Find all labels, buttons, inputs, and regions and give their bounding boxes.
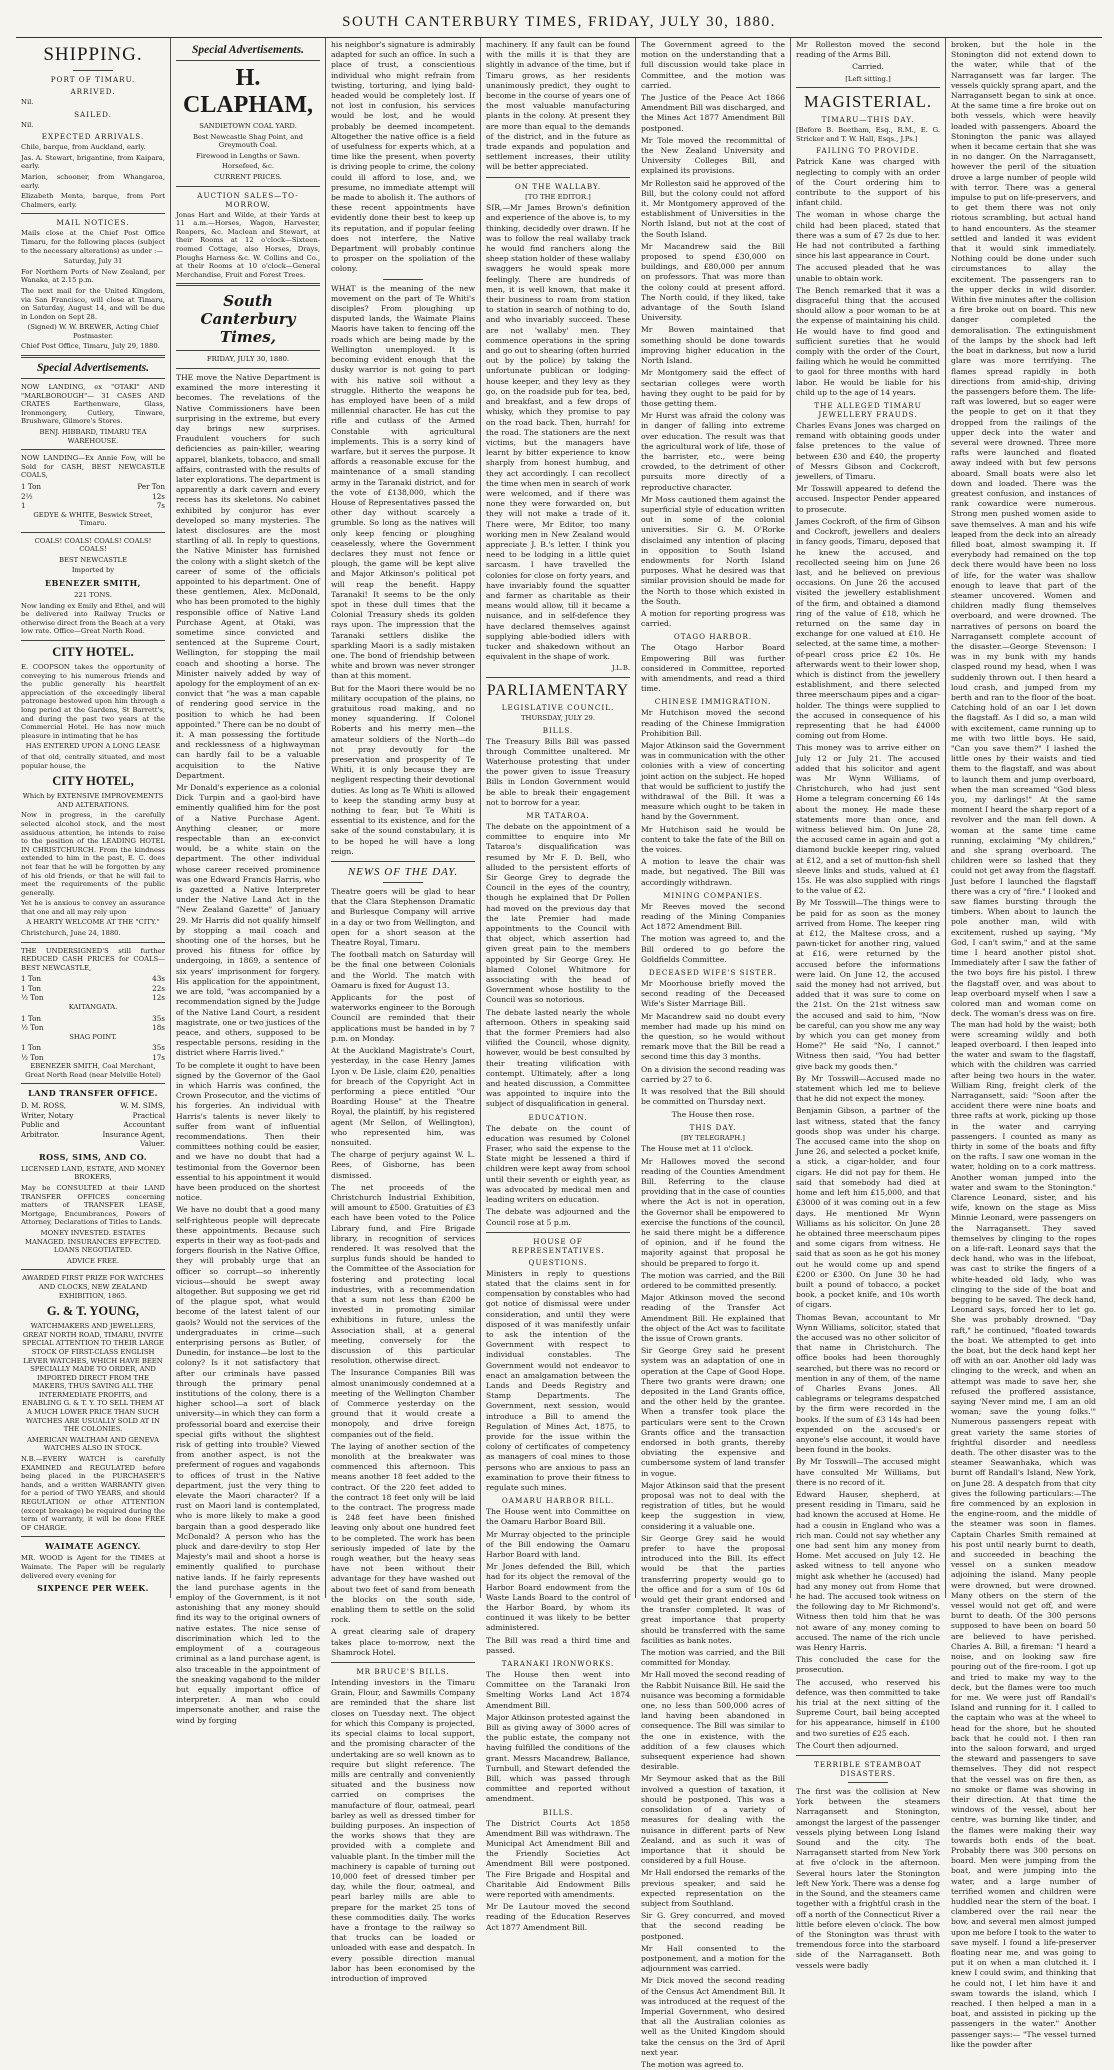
land-transfer-heading: LAND TRANSFER OFFICE. <box>28 1088 158 1099</box>
advert-text: AWARDED FIRST PRIZE FOR WATCHES AND CLOCKS, NEW ZEALAND EXHIBITION, 1865. <box>22 1274 164 1300</box>
divider <box>383 279 423 280</box>
advert-text: Which by EXTENSIVE IMPROVEMENTS AND ALTERATIONS. <box>22 792 164 809</box>
divider <box>176 283 320 286</box>
court-paragraph: By Mr Tosswill—Accused made no statement which led me to believe that he did not expect the money. <box>796 1073 940 1104</box>
report-paragraph: Carried. <box>852 62 884 72</box>
subheading: QUESTIONS. <box>528 1257 588 1267</box>
editorial-paragraph: Mr Donald's experience as a colonial Dick Turpin and a gaol-bird have eminently qualified him for the post of a Native Purchase Agent. Anything cleaner, or more respectable than an ex-convict would, be a white stain on the department. The other individual whose career received prominence was one Edward Francis Harris, who is gazetted a Native Interpreter under the Native Land Act in the "New Zealand Gazette" of January 29. Mr Harris did not qualify himself by stopping a mail coach and shooting one of the horses, but he proved his fitness for office by undergoing, in 1869, a sentence of six years' imprisonment for forgery. His application for the appointment, we are told, "was accompanied by a recommendation signed by the Judge of the Native Land Court, a resident magistrate, one or two justices of the peace, and others, supposed to be respectable persons, residing in the district where Harris lived." <box>176 783 320 1058</box>
clapham-heading: H. CLAPHAM, <box>183 65 313 118</box>
divider <box>21 1536 165 1537</box>
court-paragraph: The accused pleaded that he was unable to obtain work. <box>796 263 940 283</box>
report-paragraph: The Otago Harbor Board Empowering Bill was further considered in Committee, reported with amendments, and read a third time. <box>641 643 785 694</box>
report-paragraph: Mr Hurst was afraid the colony was in danger of falling into extreme over education. The result was that the agricultural work of life, those of the barrister, etc., were being crowded, to the detriment of other pursuits more directly of a reproductive character. <box>641 411 785 492</box>
divider <box>486 1232 630 1233</box>
sailed-heading: SAILED. <box>74 109 112 119</box>
advert-text: Firewood in Lengths or Sawn. <box>196 151 300 160</box>
report-paragraph: The House went into Committee on the Oamaru Harbor Board Bill. <box>486 1507 630 1527</box>
report-paragraph: Mr Jones defended the Bill, which had for its object the removal of the Harbor Board endowment from the Waste Lands Board to the control of the Harbor Board, by whom its continued it was likely to be better administered. <box>486 1562 630 1633</box>
divider <box>176 368 320 369</box>
court-paragraph: The accused, who reserved his defence, was then committed to take his trial at the next sitting of the Supreme Court, bail being accepted for his appearance, himself in £100 and two sureties of £25 each. <box>796 1677 940 1738</box>
subheading: DECEASED WIFE'S SISTER. <box>648 968 778 978</box>
subheading: THE ALLEGED TIMARU JEWELLERY FRAUDS. <box>814 401 922 420</box>
divider <box>486 177 630 178</box>
divider <box>383 882 423 883</box>
advert-text: Yet he is anxious to convey an assurance that one and all may rely upon <box>21 899 165 916</box>
report-paragraph: Major Atkinson said that the present proposal was not to deal with the registration of titles, but he would keep the suggestion in view, considering it a valuable one. <box>641 1480 785 1531</box>
port-heading: PORT OF TIMARU. <box>50 75 136 84</box>
report-paragraph: Mr Hutchison moved the second reading of the Chinese Immigration Prohibition Bill. <box>641 708 785 738</box>
advert-text: A HEARTY WELCOME AT THE "CITY." <box>26 918 160 927</box>
price-row: ½ Ton 12s <box>21 993 165 1003</box>
report-paragraph: The debate on the appointment of a committee to enquire into Mr Tataroa's disqualification was resumed by Mr F. D. Bell, who alluded to the persistent efforts of Sir George Grey to degrade the Council in the eyes of the country, though he explained that Dr Pollen had moved on the previous day that the late Premier had made appointments to the Council with that object, which assertion had given great pain to the members appointed by Sir George Grey. He blamed Colonel Whitmore for associating with the head of Government whose hostility to the Council was so notorious. <box>486 821 630 1005</box>
report-paragraph: The motion was carried, and the Bill committed for Monday. <box>641 1648 785 1668</box>
advert-text: CURRENT PRICES. <box>214 172 282 181</box>
advert-text: HAS ENTERED UPON A LONG LEASE <box>25 742 161 751</box>
advert-text: NOW LANDING—Ex Annie Fow, will be Sold for CASH, BEST NEWCASTLE COALS, <box>21 454 165 480</box>
subheading: OAMARU HARBOR BILL. <box>501 1496 615 1506</box>
report-paragraph: Ministers in reply to questions stated that the claims sent in for compensation by constables who had got notice of dismissal were under consideration, and until they were disposed of it was manifestly unfair to ask the intention of the Government with respect to individual constables. The Government would not endeavor to enact an amalgamation between the Lands and Deeds Registry and Stamp Departments. The Government, next session, would introduce a Bill to amend the Regulation of Mines Act, 1875, to provide for the issue within the colony of certificates of competency as managers of coal mines to those persons who are anxious to pass an examination to prove their fitness to regulate such mines. <box>486 1268 630 1492</box>
report-paragraph: The Justice of the Peace Act 1866 Amendment Bill was discharged, and the Mines Act 1877 Amendment Bill postponed. <box>641 93 785 133</box>
partners-row: D. M. ROSS, Writer, Notary Public and Arbitrator. W. M. SIMS, Practical Accountant Insurance Agent, Valuer. <box>21 1101 165 1149</box>
divider <box>21 213 165 214</box>
subheading: MINING COMPANIES. <box>662 890 764 900</box>
mail-heading: MAIL NOTICES. <box>56 218 130 228</box>
divider <box>21 355 165 358</box>
mail-signature: (Signed) W. W. BREWER, Acting Chief Postmaster. <box>27 323 159 340</box>
report-paragraph: Mr Rolleston moved the second reading of the Arms Bill. <box>796 40 940 60</box>
subheading: FAILING TO PROVIDE. <box>816 146 920 156</box>
report-paragraph: The House met at 11 o'clock. <box>641 1144 754 1154</box>
bench-note: [Before B. Beetham, Esq., R.M., E. G. Stricker and T. W. Hall, Esqs., J.Ps.] <box>796 126 940 143</box>
divider <box>21 640 165 641</box>
report-paragraph: Mr Hallowes moved the second reading of the Counties Amendment Bill. Referring to the clause providing that in the case of counties where the Act is not in operation, the Governor shall be empowered to exercise the functions of the council, he said there might be a difference of opinion, and if he found the majority against that proposal he should be prepared to forgo it. <box>641 1156 785 1268</box>
list-item: Marion, schooner, from Whangaroa, early. <box>21 172 165 190</box>
news-paragraph: The football match on Saturday will be the final one between Colonials and the World. The match with Oamaru is fixed for August 13. <box>331 950 475 990</box>
divider <box>796 87 940 88</box>
advert-date: Christchurch, June 24, 1880. <box>21 929 121 938</box>
divider <box>331 861 475 862</box>
list-item: Elizabeth Menta, barque, from Port Chalmers, early. <box>21 192 165 209</box>
advert-text: Now landing ex Emily and Ethel, and will be delivered into Railway Trucks or otherwise direct from the Beach at a very low rate. Office—Great North Road. <box>21 601 165 636</box>
session-date: THURSDAY, JULY 29. <box>521 713 595 722</box>
report-paragraph: Major Atkinson said the Government was in communication with the other colonies with a view of concerting joint action on the subject. He hoped that would be sufficient to justify the withdrawal of the Bill. It was a measure which ought to be taken in hand by the Government. <box>641 741 785 822</box>
advert-text: N.B.—EVERY WATCH is carefully EXAMINED and REGULATED before being placed in the PURCHASER'S hands, and a written WARRANTY given for a period of TWO YEARS, and should REGULATION or other ATTENTION (except breakage) be required during the term of warranty, it will be done FREE OF CHARGE. <box>21 1455 165 1532</box>
paper-date: FRIDAY, JULY 30, 1880. <box>206 355 290 364</box>
court-paragraph: Patrick Kane was charged with neglecting to comply with an order of the Court ordering him to contribute to the support of his infant child. <box>796 157 940 208</box>
advert-signature: EBENEZER SMITH, Coal Merchant, Great North Road (near Melville Hotel) <box>25 1062 161 1079</box>
report-paragraph: The Government agreed to the motion on the understanding that a full discussion would take place in Committee, and the motion was carried. <box>641 40 785 90</box>
court-paragraph: Benjamin Gibson, a partner of the last witness, stated that the fancy goods shop was under his charge. The accused came into the shop on June 26, and selected a pocket knife, a stick, a cigar-holder, and four cigars. He did not pay for them. He said that somebody had died at home and left him £15,000, and that £3000 of it was coming out in a few days. He mentioned Mr Wynn Williams as his solicitor. On June 28 he obtained three meerschaum pipes and some cigars from witness. He said that as soon as he got his money out he would come up and spend £200 or £300. On June 30 he had built a pound of tobacco, a pocket book, a pocket knife, and 10s worth of cigars. <box>796 1106 940 1310</box>
divider <box>21 1083 165 1084</box>
divider <box>73 70 113 71</box>
shag-point: SHAG POINT. <box>69 1032 117 1041</box>
report-paragraph: Sir George Grey said he would prefer to have the proposal introduced into the Bill. Its effect would be that the parties transferring property would go to the office and for a sum of 10s 6d would get their grant endorsed and the transfer completed. It was of great importance that property should be transferred with the same facilities as bank notes. <box>641 1533 785 1645</box>
report-paragraph: Mr Seymour asked that as the Bill involved a question of taxation, it should be postponed. This was a consolidation of a variety of measures for dealing with the nuisance in different parts of New Zealand, and as such it was of importance that it should be considered by a full House. <box>641 1774 785 1866</box>
advert-text: Best Newcastle Shag Point, and Greymouth Coal. <box>193 132 303 150</box>
divider <box>176 186 320 187</box>
editorial-paragraph: THE move the Native Department is examined the more interesting it becomes. The revelations of the Native Commissioners have been surprising in the extreme, but every day brings new surprises. Fraudulent vouchers for such deficiencies as pain-killer, wearing apparel, blankets, tobacco, and small affairs, contrasted with the results of later explorations. The department is apparently a dark cavern and every recess has its skeletons. No cabinet exhibited by conjuror has ever developed so many mysteries. The latest disclosures are the most startling of all. In reply to questions, the Native Minister has furnished the colony with a slight sketch of the career of some of the officials appointed to his department. One of these gentlemen, Alex. McDonald, who has been promoted to the highly responsible office of Native Land Purchase Agent, at Otaki, was sometime since convicted and sentenced at the Supreme Court, Wellington, for stopping the mail coach and shooting a horse. The Minister naively added by way of apology for the employment of an ex-convict that "he was a man capable of rendering good service in the position to which he had been appointed." There can be no doubt of it. A man possessing the fortitude and recklessness of a highwayman can hardly fail to be a valuable acquisition to the Native Department. <box>176 372 320 780</box>
news-paragraph: The net proceeds of the Christchurch Industrial Exhibition, will amount to £500. Gratuities of £3 each have been voted to the Police Library fund, and Fire Brigade library, in recognition of services rendered. It was resolved that the surplus funds should be handed to the Committee of the Association for fostering and protecting local industries, with a recommendation that a sum not less than £200 be invested in promoting similar exhibitions in future, unless the Association shall, at a general meeting, conversely for the discussion of this particular resolution, otherwise direct. <box>331 1182 475 1366</box>
price-row: 1 7s <box>21 501 165 510</box>
report-paragraph: Mr Dick moved the second reading of the Census Act Amendment Bill. It was introduced at the request of the Imperial Government, who desired that all the Australian colonies as well as the United Kingdom should take the census on the 3rd of April next year. <box>641 1976 785 2057</box>
advert-signature: BENJ. HIBBARD, TIMARU TEA WAREHOUSE. <box>39 428 147 445</box>
subheading: TARANAKI IRONWORKS. <box>501 1659 615 1669</box>
report-paragraph: Mr De Lautour moved the second reading of the Education Reserves Act 1877 Amendment Bill. <box>486 1902 630 1932</box>
expected-heading: EXPECTED ARRIVALS. <box>41 132 145 142</box>
divider <box>21 1269 165 1270</box>
editorial-paragraph: his neighbor's signature is admirably adapted for such an office. In such a place of trust, a conscientious individual who might refrain from twisting, torturing, and lying bald-headed would be completely lost. If not lost in confusion, his services would be lost, and he would probably be deemed incompetent. Altogether the native office is a field of usefulness for experts which, at a time like the present, when poverty is driving people to crime, the colony could ill afford to lose, and, we presume, no immediate attempt will be made to abolish it. The authors of these recent appointments have evidently done their best to keep up its reputation, and if popular feeling does not interfere, the Native Department will probably continue to prosper on the spoliation of the colony. <box>331 40 475 274</box>
article-paragraph: The first was the collision at New York between the steamers Narragansett and Stonington, amongst the largest of the passenger vessels plying between Long Island Sound and the city. The Narragansett started from New York at five o'clock in the afternoon. Several hours later the Stonington left New York. There was a dense fog in the Sound, and the steamers came together with a frightful crash in the off a north of the Connecticut River a little before eleven o'clock. The bow of the Stonington was thrust with tremendous force into the starboard side of the Narragansett. Both vessels were badly <box>796 1787 940 1970</box>
divider <box>486 677 630 678</box>
court-paragraph: James Cockroft, of the firm of Gibson and Cockroft, jewellers and dealers in fancy goods, Timaru, deposed that he knew the accused, and recollected seeing him on June 26 last, and he believed on previous occasions. On June 26 the accused visited the jewellery establishment of the firm, and obtained a diamond ring of the value of £18, which he returned on the same day in exchange for one valued at £10. He selected, at the same time, a mother-of-pearl cross price £2 10s. He afterwards went to their lower shop, which is distinct from the jewellery establishment, and there selected three meerschaum pipes and a cigar-holder. The things were supplied to the accused in consequence of his representing that he had £4000 coming out from Home. <box>796 516 940 741</box>
masthead: SOUTH CANTERBURY TIMES, FRIDAY, JULY 30, 1880. <box>16 8 1102 38</box>
mail-signature: Chief Post Office, Timaru, July 29, 1880. <box>21 342 160 351</box>
column-5 <box>636 38 791 2069</box>
subheading: OTAGO HARBOR. <box>673 632 753 642</box>
news-paragraph: The charge of perjury against W. L. Rees, of Gisborne, has been dismissed. <box>331 1150 475 1180</box>
editorial-paragraph: We have no doubt that a good many self-righteous people will deprecate these appointments. Because such experts in their way as foot-pads and forgers flourish in the Native Office, they will probably urge that an officer so corrupt—so inherently vicious—should be swept away altogether. But supposing we get rid of the plague spot, what would become of the latest talent of our gaols? Would not the services of the undergraduates in crime—such enterprising persons as Butler, of Dunedin, for instance—be lost to the colony? Is it not satisfactory that after our criminals have passed through the primary penal institutions of the colony, there is a higher school—a sort of black university—in which they can form a professorial board and exercise their special gifts without the slightest risk of getting into trouble? Viewed from another aspect, is not the preferment of rogues and vagabonds to offices of trust in the Native department, just the very thing to elevate the Maori character? If a rust on Maori land is contemplated, who is more likely to make a good bargain than a good desperado like McDonald? A person who has the pluck and dare-devilry to stop Her Majesty's mail and shoot a horse is eminently qualified to purchase native lands. If he fairly represents the land purchase agents in the employ of the Government, is it not astonishing that any money should find its way to the original owners of native estates. The nice sense of discrimination which led to the employment of a courageous criminal as a land purchase agent, is also traceable in the appointment of the sneaking vagabond to the milder but equally important office of interpreter. A man who could impersonate another, and raise the wind by forging <box>176 1205 320 1725</box>
divider <box>848 1782 888 1783</box>
advert-text: MONEY INVESTED. ESTATES MANAGED. INSURANCES EFFECTED. LOANS NEGOTIATED. <box>24 1228 162 1255</box>
advert-text: Now in progress, in the carefully selected alcohol stock, and the most assiduous attention, he intends to raise to the position of the LEADING HOTEL IN CHRISTCHURCH. From the kindness extended to him in the past, E. C. does not fear that he will be forgotten by any of his old friends, or that he will fail to meet the requirements of the public generally. <box>21 811 165 897</box>
left-sitting: [Left sitting.] <box>845 74 891 83</box>
mail-date: Saturday, July 31 <box>63 257 123 266</box>
report-paragraph: Sir G. Grey concurred, and moved that the second reading be postponed. <box>641 1911 785 1941</box>
sixpence: SIXPENCE PER WEEK. <box>37 1583 149 1594</box>
editorial-paragraph: But for the Maori there would be no military occupation of the plains, no gratuitous road making, and no money squandering. If Colonel Roberts and his merry men—the amateur soldiers of the North—do not pray devoutly for the preservation and prosperity of Te Whiti, it is only because they are negligent respecting their devotional duties. As long as Te Whiti is allowed to keep the standing army busy at nothing to fear, but Te Whiti is essential to its existence, and for the sake of the sound constabulary, it is to be hoped he will have a long reign. <box>331 683 475 856</box>
waimate-heading: WAIMATE AGENCY. <box>45 1541 141 1552</box>
advert-signature: GEDYE & WHITE, Beswick Street, Timaru. <box>33 510 153 528</box>
news-paragraph: The laying of another section of the monolith at the breakwater was commenced this afternoon. This means another 18 feet added to the contract. Of the 220 feet added to the contract 18 feet only will be laid to the contract. The progress made is 248 feet have been finished leaving only about one hundred feet to be completed. The work has been seriously impeded of late by the rough weather, but the heavy seas have not been without their advantage for they have washed out about two feet of sand from beneath the blocks on the south side, enabling them to settle on the solid rock. <box>331 1441 475 1625</box>
column-3 <box>326 38 481 1983</box>
report-paragraph: Mr Montgomery said the effect of sectarian colleges were worth having they ought to be paid for by those getting them. <box>641 368 785 408</box>
column-4 <box>481 38 636 1932</box>
editorial-paragraph: To be complete it ought to have been signed by the Governor of the Gaol in which Harris was confined, the Crown Prosecutor, and the victims of his forgeries. An individual with Harris's talents is never likely to suffer from want of influential recommendations. Then their committees nothing could be easier, and we have no doubt that had a testimonial from the Governor been essential to his appointment it would have been produced on the shortest notice. <box>176 1060 320 1203</box>
city-hotel-heading-2: CITY HOTEL, <box>52 774 134 789</box>
court-paragraph: Mr Tosswill appeared to defend the accused. Inspector Pender appeared to prosecute. <box>796 484 940 514</box>
divider <box>331 1662 475 1663</box>
city-hotel-heading: CITY HOTEL. <box>52 645 134 660</box>
report-paragraph: The House then rose. <box>671 1109 755 1119</box>
report-paragraph: Major Atkinson moved the second reading of the Transfer Act Amendment Bill. He explained that the object of the Act was to facilitate the issue of Crown grants. <box>641 1293 785 1343</box>
court-paragraph: By Mr Tosswill—The accused might have consulted Mr Williams, but there is no record of it. <box>796 1457 940 1487</box>
parliamentary-heading: PARLIAMENTARY <box>486 681 630 699</box>
report-paragraph: Mr Rolleston said he approved of the Bill, but the colony could not afford it. Mr Montgomery approved of the establishment of Universities in the North Island, but not at the cost of the South Island. <box>641 178 785 239</box>
subheading: MR TATAROA. <box>526 810 590 820</box>
advert-text: SANDIETOWN COAL YARD. <box>199 122 297 130</box>
report-paragraph: Mr Moorhouse briefly moved the second reading of the Deceased Wife's Sister Marriage Bill. <box>641 979 785 1009</box>
list-item: Jas. A. Stewart, brigantine, from Kaipara, early. <box>21 153 165 171</box>
court-paragraph: By Mr Tosswill—The things were to be paid for as soon as the money arrived from Home. The keeper ring at £12, the Maltese cross, and a pawn-ticket for another ring, valued at £16, were returned by the accused before the informations were laid. On June 12, the accused said the money had not arrived, but added that it was sure to come on the 21st. On the 21st witness saw the accused and said to him, "Now be careful, can you show me any way by which you can get money from Home?" He said "No, I cannot." Witness then said, "You had better give back my goods then." <box>796 898 940 1071</box>
news-paragraph: The Insurance Companies Bill was almost unanimously condemned at a meeting of the Wellington Chamber of Commerce yesterday on the ground that it would create a monopoly, and drive foreign companies out of the field. <box>331 1368 475 1439</box>
columns <box>16 38 1102 2069</box>
court-paragraph: The Bench remarked that it was a disgraceful thing that the accused should allow a poor woman to be at the expense of maintaining his child. He would have to find good and sufficient sureties that he would comply with the order of the Court, failing which he would be committed to gaol for three months with hard labor. He would be liable for his child up to the age of 14 years. <box>796 285 940 397</box>
subheading: BILLS. <box>542 725 574 735</box>
advert-text: LICENSED LAND, ESTATE, AND MONEY BROKERS, <box>21 1164 165 1182</box>
court-paragraph: The Court then adjourned. <box>796 1740 899 1750</box>
report-paragraph: It was resolved that the Bill should be committed on Thursday next. <box>641 1087 785 1107</box>
divider <box>796 1755 940 1756</box>
advert-text: of that old, centrally situated, and most popular house, the <box>21 752 165 770</box>
divider <box>21 449 165 450</box>
magisterial-heading: MAGISTERIAL. <box>804 92 932 112</box>
column-1 <box>16 38 171 1598</box>
subheading: EDUCATION. <box>528 1112 588 1122</box>
report-paragraph: The Bill was read a third time and passed. <box>486 1635 630 1655</box>
advert-text: AMERICAN WALTHAM AND GENEVA WATCHES ALSO IN STOCK. <box>27 1435 159 1453</box>
news-paragraph: Intending investors in the Timaru Grain, Flour, and Sawmills Company are reminded that the share list closes on Tuesday next. The object for which this Company is projected, its special claims to local support, and the promising character of the undertaking are so well known as to require but slight reference. The mills are centrally and conveniently situated and the business now carried on comprises the manufacture of flour, oatmeal, pearl barley as well as dressed timber for building purposes. An inspection of the works shows that they are provided with a complete and valuable plant. In the timber mill the machinery is capable of turning out 10,000 feet of dressed timber per day, while the flour, oatmeal, and pearl barley mills are able to prepare for the market 25 tons of these commodities daily. The works have a frontage to the railway so that trucks can be loaded or unloaded with ease and despatch. In every possible direction manual labor has been economised by the introduction of improved <box>331 1678 475 1983</box>
coals-heading: COALS! COALS! COALS! COALS! COALS! <box>34 536 152 554</box>
advert-text: WATCHMAKERS AND JEWELLERS, GREAT NORTH ROAD, TIMARU, INVITE SPECIAL ATTENTION TO THEIR LARGE STOCK OF FIRST-CLASS ENGLISH LEVER WATCHES, WHICH HAVE BEEN SPECIALLY MADE TO ORDER, AND IMPORTED DIRECT FROM THE MAKERS, THUS SAVING ALL THE INTERMEDIATE PROFITS, and ENABLING G. & T. Y. TO SELL THEM AT A MUCH LOWER PRICE THAN SUCH WATCHES ARE USUALLY SOLD AT IN THE COLONIES. <box>22 1322 164 1434</box>
report-paragraph: Mr Bowen maintained that something should be done towards improving higher education in the North Island. <box>641 325 785 366</box>
report-paragraph: Mr Hall consented to the postponement, and a motion for the adjournment was carried. <box>641 1943 785 1974</box>
letter-paragraph: SIR,—Mr James Brown's definition and experience of the above is, to my thinking, decidedly over drawn. If he was to follow the real wallaby track he would find ranchers along the sheep station holder of these wallaby swaggers he would speak more feelingly. There are hundreds of men, it is well known, that make it their business to roam from station to station in search of nothing to do, and who invariably succeed. These are not 'wallaby' men. They commence operations in the spring and go out to shearing (often hurried out by the police) by taking the unfortunate publican or lodging-house keeper, and they levy as they go, on the roadside pub for tea, bed, and breakfast, and a few drops of whisky, which they promise to pay on the road back. Then, hurrah! for the road. The stationers are the next victims, but the managers have learnt by bitter experience to know sharply from honest humbug, and they act accordingly. I can recollect the time when men in search of work were welcomed, and if there was none they were forwarded on, but they will not make a trade of it. There were, Mr Editor, too many working men in New Zealand would appreciate J. B.'s letter. I think you need to be lodging in a little quiet sarcasm. I have travelled the colonies for close on forty years, and have invariably found the squatter and farmer as charitable as their means would allow, till it became a nuisance, and in self-defence they have declared themselves against supplying able-bodied idlers with tucker and shakedown without an equivalent in the shape of work. <box>486 203 630 662</box>
advert-text: THE UNDERSIGNED'S still further REDUCED CASH PRICES for COALS— BEST NEWCASTLE, <box>21 946 165 972</box>
advert-text: ADVICE FREE. <box>66 1256 120 1265</box>
advert-text: E. COOPSON takes the opportunity of conveying to his numerous friends and the public generally his heartfelt appreciation of the exceedingly liberal patronage bestowed upon him through a long period at the Gardens, St Barrett's, and during the past two years at the Commercial Hotel. He has now much pleasure in intimating that he has <box>21 663 165 740</box>
magisterial-subheading: TIMARU—THIS DAY. <box>821 115 915 125</box>
report-paragraph: The motion was agreed to. <box>641 2059 744 2069</box>
court-paragraph: This concluded the case for the prosecution. <box>796 1655 940 1675</box>
kaitangata: KAITANGATA. <box>68 1002 118 1011</box>
mail-text: Mails close at the Chief Post Office Timaru, for the following places (subject to the necessary alterations) as under :— <box>21 229 165 255</box>
report-paragraph: The debate was adjourned and the Council rose at 5 p.m. <box>486 1207 630 1227</box>
report-paragraph: Mr Tole moved the recommittal of the New Zealand University and University Colleges Bill, and explained its provisions. <box>641 135 785 176</box>
special-ads-heading: Special Advertisements. <box>36 362 149 375</box>
report-paragraph: Mr Macandrew said the Bill proposed to spend £30,000 on buildings, and £80,000 per annum on professors. That was more than the colony could at present afford. The North could, if they liked, take advantage of the South Island University. <box>641 241 785 323</box>
price-row: 1 Ton 35s <box>21 1013 165 1023</box>
letter-signature: J.L.B. <box>611 664 630 673</box>
news-paragraph: At the Auckland Magistrate's Court, yesterday, in the case Henry James Lyon v. De Lisle, claim £20, penalties for breach of the Copyright Act in performing a piece entitled "Our Boarding House" at the Theatre Royal, the plaintiff, by his registered agent (Mr Sellon, of Wellington), who represented him, was nonsuited. <box>331 1046 475 1147</box>
news-heading: NEWS OF THE DAY. <box>347 866 459 879</box>
article-paragraph: broken, but the hole in the Stonington did not extend down to the water, while that of the Narragansett was far larger. The vessels quickly sprang apart, and the Narragansett began to sink at once. At the same time a fire broke out on both vessels, which were heavily loaded with passengers. Aboard the Stonington the panic was allayed when it became certain that she was in no danger. On the Narragansett, however the peril of the situation drove a large number of people wild with terror. There was a general impulse to put on life-preservers, and to get them there was not only riotous scrambling, but actual hand to hand encounters. As the steamer settled and landed it was evident that it would sink immediately. Nothing could be done under such circumstances to allay the excitement. The passengers ran to the upper decks in wild disorder. Within five minutes after the collision a fire broke out on board. This new danger completed the demoralisation. The extinguishment of the lamps by the shock had left the boat in darkness, but now a lurid glare was more terrifying. The flames spread rapidly in both directions from amid-ship, driving the passengers before them. The life-raft was lowered, but so eager were the people to get on it that they dropped from the railings of the upper deck into the water and several were drowned. Three more rafts were launched and floated away indeed with but few persons aboard. Small boats were also let down and loaded. There was the greatest confusion, and instances of rank cowardice were numerous. Strong men pushed women aside to save themselves. A man and his wife leaped from the deck into an already filled boat, almost swamping it. If everybody had remained on the top deck there would have been no loss of life, for the water was shallow enough to leave that part of the steamer uncovered. Women and children madly flung themselves overboard, and were drowned. The narratives of persons on board the Narragansett complete account of the disaster.—George Stevenson: I was in my bunk with my hands clasped round my head, when I was suddenly thrown out. I then heard a loud crash, and jumped from my berth and ran to the floor of the boat. Catching hold of an oar I let down the flagstaff. As I did so, a man wild with excitement, came running up to me with two little boys. He said, "Can you save them?" I lashed the little ones by their waists and tied them to the flagstaff, and was about to launch them and jump overboard, when the man screamed "God bless you, my darlings!" At the same moment I heard the sharp report of a revolver and the man fell down. A woman at the same time came running, exclaiming "My children," and she sprang overboard. The children were so lashed that they could not get away from the flagstaff. Just before I launched the flagstaff there was a cry of "fire." I looked and saw flames bursting through the timbers. When about to launch the pole another man, wild with excitement, rushed up saying, "My God, I can't swim," and at the same time I heard another pistol shot. Immediately after I saw the father of the two boys fire his pistol. I threw the flagstaff over, and was about to leap overboard myself when I saw a colored man and woman come on deck. The woman's dress was on fire. The man had hold by the waist; both were screaming wildly and both leaped overboard. I then leaped into the water and swam to the flagstaff, which with the children was carried after being two hours in the water. William Ring, freight clerk of the Narragansett, said: "Soon after the accident there were nine boats and three rafts at work, picking up those in the water and carrying passengers. I counted as many as thirty in some of the boats and fifty on the rafts. I saw one woman in the water, holding on to a cork mattress. Another woman jumped into the water and swam to the Stonington." Clarence Leonard, sister, and his wife, known on the stage as Miss Minnie Leonard, were passengers on the Narragansett. They saved themselves by clinging to the ropes on a life-raft. Leonard says that the deck hand, who was in the lifeboat, was cast to strike the fingers of a white-headed old lady, who was clinging to the side of the boat and begging to be saved. The deck hand, Leonard says, forced her to let go. She was probably drowned. "Day raft," he continued, "floated towards the boat. We attempted to get into the boat, but the deck hand kept her off with an oar. Another old lady was clinging to the wreck, and when an attempt was made to save her, she refused the proffered assistance, saying 'Never mind me, I am an old woman; save the young folks.'" Numerous passengers repeat with great variety the same stories of frightful disorder and needless death. The other disaster was to the steamer Seawanhaka, which was burnt off Randall's Island, New York, on June 28. A despatch from that city gives the following particulars:—The fire commenced by an explosion in the engine-room, and the middle of the steamer was soon in flames. Captain Charles Smith remained at his post until nearly burnt to death, and succeeded in beaching the vessel on a sunken meadow adjoining the island. Many people were drowned, but were drowned. Many others on the stern of the vessel would not get off, and were burnt to death. Of the 300 persons supposed to have been on board 50 are believed to have perished. Charles A. Bill, a fireman: "I heard a noise, and on looking saw fire pouring out of the fire-room. I got up and tried to make my way to the deck, but the flames were too much for me. We were just off Randall's Island and running for it. I called to the captain who was at the wheel to head for the shore, but he shouted back that he could not. I then ran into the saloon forward, and urged the steward and passengers to save themselves. They did not respect that the vessel was on fire then, as no smoke or flame was showing in their direction. At that time the windows of the vessel, about her centre, was burning like tinder, and the flames were making their way towards both ends of the boat. Probably there was 300 persons on board. Men were jumping from the boat, and were jumping into the water, and a large number of terrified women and children were huddled near the stern of the boat. I clambered over the rail near the bow, and several men almost jumped upon me before I took to the water to save myself. I found a life-preserver floating near me, and was going to put it on when a man clutched it. I knew I could swim, and thinking that he could not, I let him have it and swam towards the island, which I reached. I then helped a man in a boat, and assisted in picking up the passengers in the water." Another passenger says:— "The vessel turned like the powder after <box>951 40 1096 2049</box>
steamboat-heading: TERRIBLE STEAMBOAT DISASTERS. <box>814 1760 922 1779</box>
this-day-heading: THIS DAY. <box>689 1122 737 1132</box>
best-newcastle: BEST NEWCASTLE <box>59 555 127 564</box>
shipping-heading: SHIPPING. <box>43 44 143 65</box>
report-paragraph: The motion was agreed to, and the Bill ordered to go before the Goldfields Committee. <box>641 934 785 964</box>
advert-text: MR. WOOD is Agent for the TIMES at Waimate. The Paper will be regularly delivered every evening for <box>21 1554 165 1580</box>
subheading: CHINESE IMMIGRATION. <box>654 697 772 707</box>
advert-text: Horsefeed, &c. <box>221 162 275 171</box>
price-row: 1 Ton 22s <box>21 983 165 993</box>
report-paragraph: On a division the second reading was carried by 27 to 6. <box>641 1064 785 1084</box>
court-paragraph: Charles Evans Jones was charged on remand with obtaining goods under false pretences to the value of between £30 and £40, the property of Messrs Gibson and Cockcroft, jewellers, of Timaru. <box>796 421 940 482</box>
list-item: Chile, barque, from Auckland, early. <box>21 143 146 152</box>
report-paragraph: Mr Hutchison said he would be content to take the fate of the Bill on the voices. <box>641 824 785 855</box>
news-paragraph: Theatre goers will be glad to hear that the Clara Stephenson Dramatic and Burlesque Company will arrive in a day or two from Wellington, and open for a short season at the Theatre Royal, Timaru. <box>331 887 475 948</box>
column-7 <box>946 38 1101 2049</box>
price-row: 1 Ton Per Ton <box>21 482 165 491</box>
price-row: 1 Ton 35s <box>21 1043 165 1053</box>
editorial-paragraph: WHAT is the meaning of the new movement on the part of Te Whiti's disciples? From ploughing up disputed lands, the Waimate Plains Maoris have taken to fencing off the roads which are being made by the Wellington unemployed. It is becoming evident enough that the dusky warrior is not going to part with his native soil without a struggle. Hitherto the weapons he has employed have been of a mild millennial character. He has cut the rifle and cutlass of the Armed Constable with agricultural implements. This is a sorry kind of warfare, but it serves the purpose. It affords a reasonable excuse for the maintenance of a small standing army in the Taranaki district, and for the vote of £138,000, which the House of Representatives passed the other day without scarcely a grumble. So long as the natives will only keep fencing or ploughing ceaselessly, where the Government declares they must not fence or plough, the game will be kept alive and Major Atkinson's political pot will reap the benefit. Happy Taranaki! It seems to be the only spot in these dull times that the Colonial Treasury sheds its golden rays upon. The impression that the Taranaki settlers dislike the sparkling Maori is a sadly mistaken one. The bond of friendship between white and brown was never stronger than at this moment. <box>331 283 475 681</box>
arrived-nil: Nil. <box>21 98 34 106</box>
report-paragraph: Sir George Grey said he present system was an adaptation of one in operation at the Cape of Good Hope. There two grants were drawn; one deposited in the Land Grants office, and the other held by the grantee. When a transfer took place the particulars were sent to the Crown Grants office and the transaction endorsed in both grants, thereby obviating the expensive and cumbersome system of land transfer in vogue. <box>641 1346 785 1478</box>
sailed-nil: Nil. <box>21 120 34 129</box>
news-paragraph: Applicants for the post of waterworks engineer to the Borough Council are reminded that their applications must be handed in by 7 p.m. on Monday. <box>331 993 475 1043</box>
ross-sims: ROSS, SIMS, AND CO. <box>38 1151 148 1162</box>
divider <box>21 378 165 379</box>
mail-text: The next mail for the United Kingdom, via San Francisco, will close at Timaru, on Saturday, August 14, and will be due in London on Sept 28. <box>21 286 165 321</box>
ebenezer-smith: EBENEZER SMITH, <box>45 578 141 589</box>
paper-title: South Canterbury Times, <box>200 292 296 347</box>
report-paragraph: The motion was carried, and the Bill ordered to be committed presently. <box>641 1270 785 1290</box>
divider <box>21 942 165 943</box>
court-paragraph: Thomas Bevan, accountant to Mr Wynn Williams, solicitor, stated that the accused was no other solicitor of that name in Christchurch. The office books had been thoroughly searched, but there was no record or mention in any of them, of the name of Charles Evans Jones. All cablegrams or telegrams despatched by the firm were recorded in the books. If the sum of £3 14s had been expended on the accused's or anyone's else account, it would have been found in the books. <box>796 1312 940 1455</box>
report-paragraph: The debate on the count of education was resumed by Colonel Fraser, who said the expense to the State might be lessened a third if children were kept away from school until their seventh or eighth year, as was advocated by medical men and leading writers on education. <box>486 1123 630 1205</box>
report-paragraph: Major Atkinson protested against the Bill as giving away of 3000 acres of the public estate, the company not having fulfilled the conditions of the grant. Messrs Macandrew, Ballance, Turnbull, and Stewart defended the Bill, which was passed through committee and reported without amendment. <box>486 1712 630 1804</box>
advert-text: NOW LANDING, ex "OTAKI" AND "MARLBOROUGH"— 31 CASES AND CRATES Earthenware, Glass, Ironmongery, Cutlery, Tinware, Brushware, Gilmore's Stores. <box>21 383 165 426</box>
report-paragraph: The Treasury Bills Bill was passed through Committee unaltered. Mr Waterhouse protesting that under the power given to issue Treasury Bills in London Government would be able to break their engagement not to borrow for a year. <box>486 736 630 807</box>
news-paragraph: A great clearing sale of drapery takes place to-morrow, next the Shamrock Hotel. <box>331 1627 475 1657</box>
divider <box>176 60 320 61</box>
house-heading: HOUSE OF REPRESENTATIVES. <box>511 1236 605 1255</box>
report-paragraph: The debate lasted nearly the whole afternoon. Others in speaking said that the former Premiers had also vilified the Council, whose dignity, however, would be best consulted by their treating vilification with contempt. Ultimately, after a long and heated discussion, a Committee was appointed to inquire into the subject of disqualification in general. <box>486 1007 630 1109</box>
advert-text: Jonas Hart and Wilde, at their Yards at 11 a.m.—Horses, Wagon, Harvester, Reapers, &c. Maclean and Stewart, at their Rooms at 12 o'clock—Sixteen-roomed Cottage, also Horses, Drays, Ploughs Harness &c. W. Collins and Co., at their Rooms at 10 o'clock—General Merchandise, Fruit and Forest Trees. <box>176 210 320 279</box>
court-paragraph: The woman in whose charge the child had been placed, stated that there was a sum of £7 2s due to her. He had not contributed a farthing since his last appearance in Court. <box>796 210 940 261</box>
imported-by: Imported by <box>71 566 115 575</box>
report-paragraph: The House then went into Committee on the Taranaki Iron Smelting Works Land Act 1874 Amendment Bill. <box>486 1670 630 1710</box>
subheading: BILLS. <box>542 1807 574 1817</box>
column-2 <box>171 38 326 1725</box>
wallaby-heading: ON THE WALLABY. <box>514 181 602 191</box>
divider <box>21 532 165 533</box>
report-paragraph: Mr Macandrew said no doubt every member had made up his mind on the question, so he would without remark move that the Bill be read a second time this day 3 months. <box>641 1011 785 1062</box>
column-6 <box>791 38 946 1970</box>
young-heading: G. & T. YOUNG, <box>46 1304 140 1319</box>
council-heading: LEGISLATIVE COUNCIL. <box>501 702 615 712</box>
court-paragraph: Edward Hauser, shepherd, at present residing in Timaru, said he had known the accused at Home. He had a cousin in England who was a rich man. Could not say whether any one had sent him any money from Home. Met accused on July 12. He asked witness to tell anyone who might ask whether he (accused) had had any money out from Home that he had. The accused took witness on the following day to Mr Richmond's. Witness then told him that he was not aware of any money coming to accused. The name of the rich uncle was Henry Harris. <box>796 1489 940 1653</box>
auction-heading: AUCTION SALES—TO-MORROW. <box>197 190 299 209</box>
report-paragraph: Mr Murray objected to the principle of the Bill endowing the Oamaru Harbor Board with land. <box>486 1529 630 1559</box>
court-paragraph: This money was to arrive either on July 12 or July 21. The accused added that his solicitor and agent was Mr Wynn Williams, of Christchurch, who had just sent Home a telegram concerning £6 14s about the money. He made these statements more than once, and witness believed him. On June 28, the accused came in again and got a diamond buckle keeper ring, valued at £12, and a set of mutton-fish shell sleeve links and studs, valued at £1 15s. He was also supplied with rings to the value of £2. <box>796 743 940 896</box>
advert-text: May be CONSULTED at their LAND TRANSFER OFFICES concerning matters of TRANSFER LEASE, Mortgage, Encumbrances, Powers of Attorney, Declarations of Titles to Lands. <box>21 1184 165 1227</box>
report-paragraph: A motion for reporting progress was carried. <box>641 608 785 629</box>
report-paragraph: Mr Moss cautioned them against the superficial style of education written out in some of the colonial universities. Sir G. M. O'Rorke disclaimed any intention of placing in opposition to South Island endowments for North Island purposes. What he desired was that similar provision should be made for the North to those which existed in the South. <box>641 494 785 606</box>
divider <box>176 350 320 351</box>
telegraph-note: [BY TELEGRAPH.] <box>681 1133 745 1142</box>
price-row: ½ Ton 17s <box>21 1052 165 1062</box>
price-row: 2½ 12s <box>21 491 165 501</box>
report-paragraph: Mr Hall moved the second reading of the Rabbit Nuisance Bill. He said the nuisance was becoming a formidable one, no less than 500,000 acres of land having been abandoned in consequence. The Bill was similar to the one in existence, with the addition of a few clauses which subsequent experience had shown desirable. <box>641 1670 785 1772</box>
arrived-heading: ARRIVED. <box>70 87 116 96</box>
tons: 221 TONS. <box>74 591 112 600</box>
news-paragraph: machinery. If any fault can be found with the mills it is that they are slightly in advance of the time, but if Timaru grows, as her residents unanimously predict, they ought to become in the course of years one of the most valuable manufacturing plants in the colony. At present they are more than equal to the demands of the district, and in the future as trade expands and population and settlement increases, their utility will be better appreciated. <box>486 40 630 172</box>
report-paragraph: A motion to leave the chair was made, but negatived. The Bill was accordingly withdrawn. <box>641 857 785 887</box>
price-row: 1 Ton 43s <box>21 974 165 984</box>
to-editor: [TO THE EDITOR.] <box>525 192 591 201</box>
report-paragraph: The District Courts Act 1858 Amendment Bill was withdrawn. The Municipal Act Amendment Bill and the Friendly Societies Act Amendment Bill were postponed. The Fire Brigade and Hospital and Charitable Aid Endowment Bills were reported with amendments. <box>486 1818 630 1900</box>
price-row: ½ Ton 18s <box>21 1023 165 1033</box>
mail-text: For Northern Ports of New Zealand, per Wanaka, at 2.15 p.m. <box>21 267 165 285</box>
report-paragraph: Mr Reeves moved the second reading of the Mining Companies Act 1872 Amendment Bill. <box>641 901 785 932</box>
bruce-heading: MR BRUCE'S BILLS. <box>356 1667 450 1677</box>
special-ads-heading: Special Advertisements. <box>191 44 304 56</box>
report-paragraph: Mr Hall endorsed the remarks of the previous speaker, and said he expected representation on the subject from Southland. <box>641 1868 785 1908</box>
